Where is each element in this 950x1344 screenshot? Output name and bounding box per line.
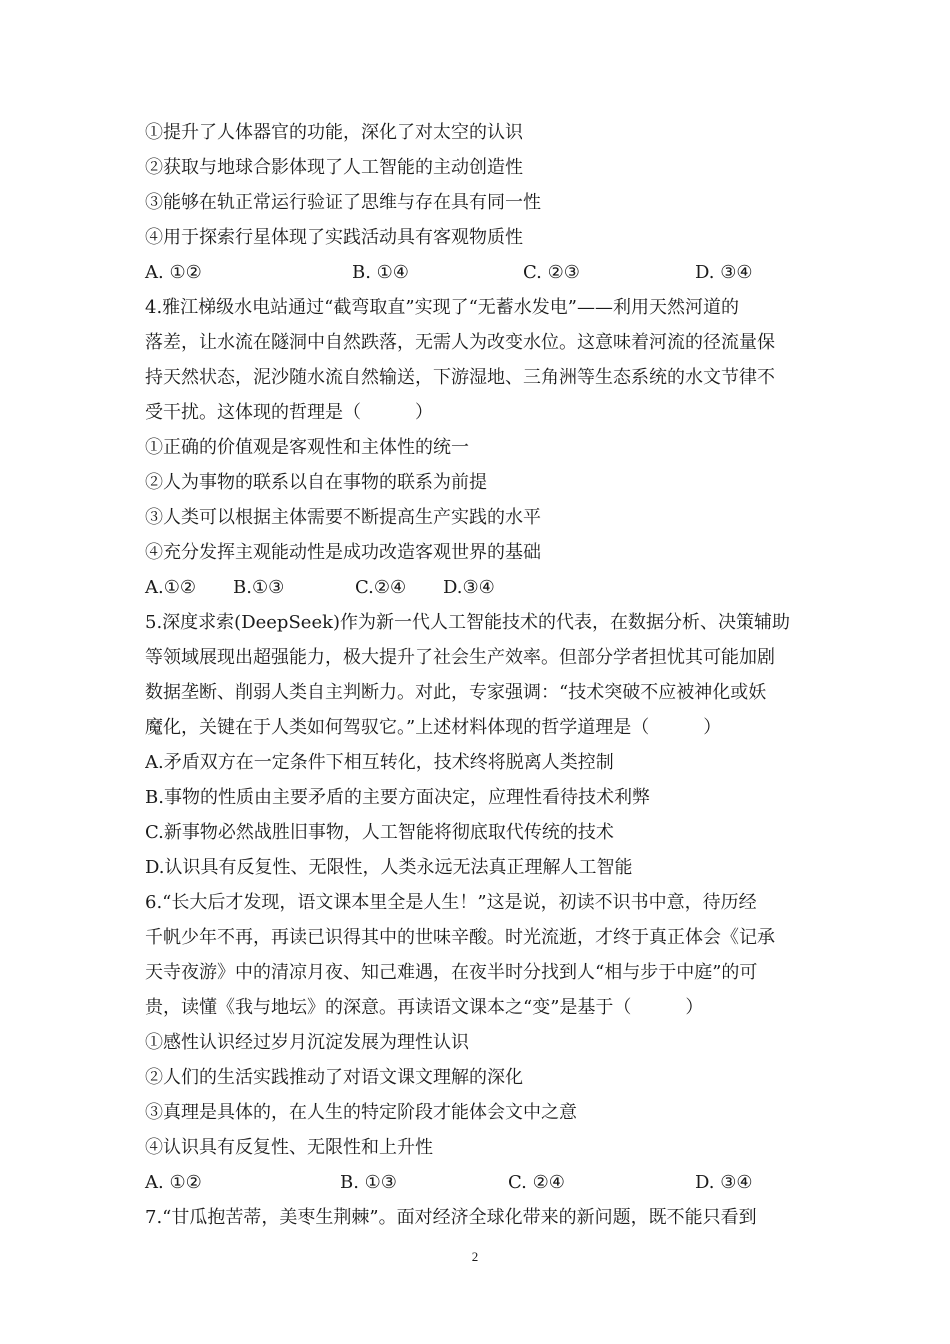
q3-option-c: C. ②③: [523, 262, 580, 283]
q4-stem-line-3: 持天然状态，泥沙随水流自然输送，下游湿地、三角洲等生态系统的水文节律不: [145, 367, 775, 388]
q6-statement-3: ③真理是具体的，在人生的特定阶段才能体会文中之意: [145, 1102, 577, 1123]
q5-choice-d: D.认识具有反复性、无限性，人类永远无法真正理解人工智能: [145, 857, 633, 878]
q5-stem-line-3: 数据垄断、削弱人类自主判断力。对此，专家强调：“技术突破不应被神化或妖: [145, 682, 767, 703]
q3-statement-1: ①提升了人体器官的功能，深化了对太空的认识: [145, 122, 523, 143]
q4-option-d: D.③④: [443, 577, 495, 598]
q5-choice-c: C.新事物必然战胜旧事物，人工智能将彻底取代传统的技术: [145, 822, 614, 843]
q6-statement-2: ②人们的生活实践推动了对语文课文理解的深化: [145, 1067, 523, 1088]
q3-option-b: B. ①④: [352, 262, 409, 283]
q5-stem-line-1: 5.深度求索(DeepSeek)作为新一代人工智能技术的代表，在数据分析、决策辅助: [145, 612, 791, 633]
q4-option-b: B.①③: [233, 577, 285, 598]
q6-option-d: D. ③④: [695, 1172, 753, 1193]
q4-option-c: C.②④: [355, 577, 407, 598]
q4-statement-2: ②人为事物的联系以自在事物的联系为前提: [145, 472, 487, 493]
page-number: 2: [471, 1249, 479, 1264]
q6-option-b: B. ①③: [340, 1172, 397, 1193]
q6-stem-line-1: 6.“长大后才发现，语文课本里全是人生！”这是说，初读不识书中意，待历经: [145, 892, 757, 913]
q6-statement-1: ①感性认识经过岁月沉淀发展为理性认识: [145, 1032, 469, 1053]
q5-stem-line-2: 等领域展现出超强能力，极大提升了社会生产效率。但部分学者担忧其可能加剧: [145, 647, 775, 668]
q3-statement-3: ③能够在轨正常运行验证了思维与存在具有同一性: [145, 192, 541, 213]
q6-options: [145, 1171, 815, 1195]
q4-statement-1: ①正确的价值观是客观性和主体性的统一: [145, 437, 469, 458]
q6-option-c: C. ②④: [508, 1172, 565, 1193]
q3-statement-2: ②获取与地球合影体现了人工智能的主动创造性: [145, 157, 523, 178]
q6-stem-line-2: 千帆少年不再，再读已识得其中的世味辛酸。时光流逝，才终于真正体会《记承: [145, 927, 775, 948]
q4-options: [145, 576, 815, 600]
q6-option-a: A. ①②: [145, 1172, 202, 1193]
q5-choice-a: A.矛盾双方在一定条件下相互转化，技术终将脱离人类控制: [145, 752, 614, 773]
q3-option-d: D. ③④: [695, 262, 753, 283]
q3-options: [145, 261, 815, 285]
q4-stem-line-2: 落差，让水流在隧洞中自然跌落，无需人为改变水位。这意味着河流的径流量保: [145, 332, 775, 353]
q4-stem-line-4: 受干扰。这体现的哲理是（ ）: [145, 402, 433, 423]
q3-statement-4: ④用于探索行星体现了实践活动具有客观物质性: [145, 227, 523, 248]
q6-stem-line-3: 天寺夜游》中的清凉月夜、知己难遇，在夜半时分找到人“相与步于中庭”的可: [145, 962, 758, 983]
q4-statement-4: ④充分发挥主观能动性是成功改造客观世界的基础: [145, 542, 541, 563]
q4-option-a: A.①②: [145, 577, 196, 598]
q4-stem-line-1: 4.雅江梯级水电站通过“截弯取直”实现了“无蓄水发电”——利用天然河道的: [145, 297, 739, 318]
q6-stem-line-4: 贵，读懂《我与地坛》的深意。再读语文课本之“变”是基于（ ）: [145, 997, 704, 1018]
q4-statement-3: ③人类可以根据主体需要不断提高生产实践的水平: [145, 507, 541, 528]
q6-statement-4: ④认识具有反复性、无限性和上升性: [145, 1137, 433, 1158]
q5-choice-b: B.事物的性质由主要矛盾的主要方面决定，应理性看待技术利弊: [145, 787, 650, 808]
q5-stem-line-4: 魔化，关键在于人类如何驾驭它。”上述材料体现的哲学道理是（ ）: [145, 717, 722, 738]
q3-option-a: A. ①②: [145, 262, 202, 283]
q7-stem-line-1: 7.“甘瓜抱苦蒂，美枣生荆棘”。面对经济全球化带来的新问题，既不能只看到: [145, 1207, 757, 1228]
